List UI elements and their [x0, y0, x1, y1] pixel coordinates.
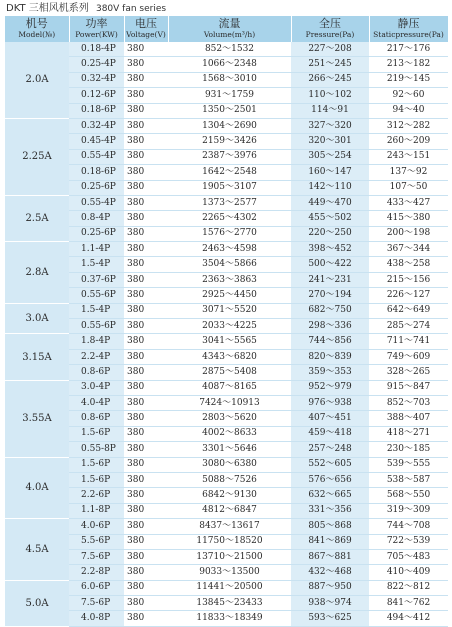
table-row — [5, 226, 448, 241]
power-cell: 0.32-4P — [69, 118, 124, 133]
pressure-cell: 220～250 — [291, 226, 369, 241]
pressure-cell: 455～502 — [291, 211, 369, 226]
power-cell: 0.25-4P — [69, 57, 124, 72]
table-row — [5, 88, 448, 103]
voltage-cell: 380 — [124, 596, 168, 611]
static-pressure-cell: 215～156 — [369, 272, 448, 287]
voltage-cell: 380 — [124, 580, 168, 595]
static-pressure-cell: 260～209 — [369, 134, 448, 149]
voltage-cell: 380 — [124, 549, 168, 564]
volume-cell: 11750～18520 — [168, 534, 291, 549]
static-pressure-cell: 915～847 — [369, 380, 448, 395]
model-cell: 2.5A — [5, 195, 69, 241]
volume-cell: 4002～8633 — [168, 426, 291, 441]
header-voltage: 电压 Voltage(V) — [124, 16, 168, 42]
pressure-cell: 110～102 — [291, 88, 369, 103]
power-cell: 0.18-6P — [69, 165, 124, 180]
pressure-cell: 632～665 — [291, 488, 369, 503]
volume-cell: 2363～3863 — [168, 272, 291, 287]
volume-cell: 1304～2690 — [168, 118, 291, 133]
voltage-cell: 380 — [124, 395, 168, 410]
power-cell: 0.25-6P — [69, 180, 124, 195]
volume-cell: 4343～6820 — [168, 349, 291, 364]
table-row — [5, 365, 448, 380]
voltage-cell: 380 — [124, 442, 168, 457]
power-cell: 0.55-8P — [69, 442, 124, 457]
table-row — [5, 242, 448, 257]
voltage-cell: 380 — [124, 565, 168, 580]
pressure-cell: 841～869 — [291, 534, 369, 549]
volume-cell: 2387～3976 — [168, 149, 291, 164]
table-row — [5, 195, 448, 210]
table-row — [5, 303, 448, 318]
voltage-cell: 380 — [124, 411, 168, 426]
voltage-cell: 380 — [124, 257, 168, 272]
pressure-cell: 576～656 — [291, 472, 369, 487]
pressure-cell: 359～353 — [291, 365, 369, 380]
voltage-cell: 380 — [124, 303, 168, 318]
model-cell: 4.0A — [5, 457, 69, 519]
voltage-cell: 380 — [124, 457, 168, 472]
static-pressure-cell: 539～555 — [369, 457, 448, 472]
header-static-pressure: 静压 Staticpressure(Pa) — [369, 16, 448, 42]
model-cell: 3.0A — [5, 303, 69, 334]
table-row — [5, 457, 448, 472]
static-pressure-cell: 328～265 — [369, 365, 448, 380]
power-cell: 0.18-4P — [69, 42, 124, 57]
static-pressure-cell: 312～282 — [369, 118, 448, 133]
pressure-cell: 805～868 — [291, 519, 369, 534]
power-cell: 0.45-4P — [69, 134, 124, 149]
power-cell: 2.2-8P — [69, 565, 124, 580]
model-cell: 2.0A — [5, 42, 69, 118]
voltage-cell: 380 — [124, 380, 168, 395]
static-pressure-cell: 319～309 — [369, 503, 448, 518]
static-pressure-cell: 367～344 — [369, 242, 448, 257]
table-row — [5, 611, 448, 626]
table-body — [5, 42, 448, 626]
voltage-cell: 380 — [124, 503, 168, 518]
power-cell: 0.12-6P — [69, 88, 124, 103]
table-row — [5, 580, 448, 595]
volume-cell: 852～1532 — [168, 42, 291, 57]
pressure-cell: 320～301 — [291, 134, 369, 149]
table-row — [5, 211, 448, 226]
header-volume: 流量 Volume(m³/h) — [168, 16, 291, 42]
static-pressure-cell: 418～271 — [369, 426, 448, 441]
power-cell: 1.1-4P — [69, 242, 124, 257]
power-cell: 7.5-6P — [69, 549, 124, 564]
pressure-cell: 257～248 — [291, 442, 369, 457]
table-row — [5, 272, 448, 287]
volume-cell: 2159～3426 — [168, 134, 291, 149]
power-cell: 4.0-8P — [69, 611, 124, 626]
power-cell: 0.18-6P — [69, 103, 124, 118]
title-main: DKT 三相风机系列 — [6, 3, 89, 14]
pressure-cell: 432～468 — [291, 565, 369, 580]
voltage-cell: 380 — [124, 288, 168, 303]
fan-spec-table — [5, 16, 449, 627]
header-power: 功率 Power(KW) — [69, 16, 124, 42]
pressure-cell: 552～605 — [291, 457, 369, 472]
pressure-cell: 976～938 — [291, 395, 369, 410]
table-row — [5, 288, 448, 303]
table-row — [5, 380, 448, 395]
pressure-cell: 820～839 — [291, 349, 369, 364]
table-row — [5, 42, 448, 57]
voltage-cell: 380 — [124, 180, 168, 195]
volume-cell: 1568～3010 — [168, 72, 291, 87]
power-cell: 4.0-6P — [69, 519, 124, 534]
pressure-cell: 867～881 — [291, 549, 369, 564]
static-pressure-cell: 200～198 — [369, 226, 448, 241]
volume-cell: 3504～5866 — [168, 257, 291, 272]
volume-cell: 1350～2501 — [168, 103, 291, 118]
table-row — [5, 118, 448, 133]
table-row — [5, 395, 448, 410]
table-row — [5, 565, 448, 580]
pressure-cell: 593～625 — [291, 611, 369, 626]
volume-cell: 931～1759 — [168, 88, 291, 103]
header-pressure: 全压 Pressure(Pa) — [291, 16, 369, 42]
model-cell: 5.0A — [5, 580, 69, 626]
static-pressure-cell: 538～587 — [369, 472, 448, 487]
power-cell: 3.0-4P — [69, 380, 124, 395]
title-series: 380V fan series — [95, 4, 167, 14]
static-pressure-cell: 217～176 — [369, 42, 448, 57]
power-cell: 1.1-8P — [69, 503, 124, 518]
volume-cell: 2803～5620 — [168, 411, 291, 426]
voltage-cell: 380 — [124, 103, 168, 118]
volume-cell: 1373～2577 — [168, 195, 291, 210]
voltage-cell: 380 — [124, 519, 168, 534]
voltage-cell: 380 — [124, 272, 168, 287]
static-pressure-cell: 388～407 — [369, 411, 448, 426]
voltage-cell: 380 — [124, 149, 168, 164]
volume-cell: 2265～4302 — [168, 211, 291, 226]
voltage-cell: 380 — [124, 88, 168, 103]
pressure-cell: 160～147 — [291, 165, 369, 180]
static-pressure-cell: 230～185 — [369, 442, 448, 457]
static-pressure-cell: 410～409 — [369, 565, 448, 580]
static-pressure-cell: 744～708 — [369, 519, 448, 534]
pressure-cell: 227～208 — [291, 42, 369, 57]
pressure-cell: 298～336 — [291, 319, 369, 334]
static-pressure-cell: 226～127 — [369, 288, 448, 303]
table-row — [5, 257, 448, 272]
table-row — [5, 488, 448, 503]
power-cell: 1.5-6P — [69, 426, 124, 441]
pressure-cell: 744～856 — [291, 334, 369, 349]
power-cell: 0.37-6P — [69, 272, 124, 287]
static-pressure-cell: 285～274 — [369, 319, 448, 334]
table-row — [5, 472, 448, 487]
power-cell: 1.5-4P — [69, 257, 124, 272]
voltage-cell: 380 — [124, 211, 168, 226]
model-cell: 3.55A — [5, 380, 69, 457]
voltage-cell: 380 — [124, 195, 168, 210]
volume-cell: 5088～7526 — [168, 472, 291, 487]
power-cell: 0.25-6P — [69, 226, 124, 241]
static-pressure-cell: 94～40 — [369, 103, 448, 118]
static-pressure-cell: 749～609 — [369, 349, 448, 364]
table-row — [5, 180, 448, 195]
volume-cell: 1642～2548 — [168, 165, 291, 180]
static-pressure-cell: 852～703 — [369, 395, 448, 410]
voltage-cell: 380 — [124, 534, 168, 549]
volume-cell: 3080～6380 — [168, 457, 291, 472]
voltage-cell: 380 — [124, 72, 168, 87]
table-row — [5, 426, 448, 441]
model-cell: 3.15A — [5, 334, 69, 380]
table-row — [5, 442, 448, 457]
volume-cell: 13845～23433 — [168, 596, 291, 611]
static-pressure-cell: 92～60 — [369, 88, 448, 103]
static-pressure-cell: 243～151 — [369, 149, 448, 164]
pressure-cell: 327～320 — [291, 118, 369, 133]
static-pressure-cell: 107～50 — [369, 180, 448, 195]
volume-cell: 11441～20500 — [168, 580, 291, 595]
table-title — [6, 2, 166, 15]
volume-cell: 7424～10913 — [168, 395, 291, 410]
volume-cell: 8437～13617 — [168, 519, 291, 534]
table-row — [5, 103, 448, 118]
table-row — [5, 72, 448, 87]
model-cell: 2.25A — [5, 118, 69, 195]
power-cell: 6.0-6P — [69, 580, 124, 595]
pressure-cell: 500～422 — [291, 257, 369, 272]
pressure-cell: 398～452 — [291, 242, 369, 257]
table-row — [5, 534, 448, 549]
table-row — [5, 503, 448, 518]
pressure-cell: 887～950 — [291, 580, 369, 595]
volume-cell: 2925～4450 — [168, 288, 291, 303]
volume-cell: 2875～5408 — [168, 365, 291, 380]
pressure-cell: 407～451 — [291, 411, 369, 426]
power-cell: 5.5-6P — [69, 534, 124, 549]
voltage-cell: 380 — [124, 334, 168, 349]
table-row — [5, 411, 448, 426]
power-cell: 0.55-6P — [69, 319, 124, 334]
power-cell: 7.5-6P — [69, 596, 124, 611]
pressure-cell: 331～356 — [291, 503, 369, 518]
table-row — [5, 349, 448, 364]
pressure-cell: 305～254 — [291, 149, 369, 164]
header-model: 机号 Model(№) — [5, 16, 69, 42]
static-pressure-cell: 433～427 — [369, 195, 448, 210]
power-cell: 0.8-6P — [69, 411, 124, 426]
table-row — [5, 549, 448, 564]
static-pressure-cell: 219～145 — [369, 72, 448, 87]
pressure-cell: 142～110 — [291, 180, 369, 195]
voltage-cell: 380 — [124, 226, 168, 241]
static-pressure-cell: 722～539 — [369, 534, 448, 549]
volume-cell: 2033～4225 — [168, 319, 291, 334]
pressure-cell: 449～470 — [291, 195, 369, 210]
voltage-cell: 380 — [124, 242, 168, 257]
power-cell: 1.8-4P — [69, 334, 124, 349]
pressure-cell: 251～245 — [291, 57, 369, 72]
volume-cell: 1905～3107 — [168, 180, 291, 195]
power-cell: 0.55-4P — [69, 149, 124, 164]
table-row — [5, 519, 448, 534]
volume-cell: 4087～8165 — [168, 380, 291, 395]
voltage-cell: 380 — [124, 365, 168, 380]
voltage-cell: 380 — [124, 42, 168, 57]
power-cell: 2.2-4P — [69, 349, 124, 364]
voltage-cell: 380 — [124, 472, 168, 487]
table-row — [5, 134, 448, 149]
volume-cell: 1066～2348 — [168, 57, 291, 72]
table-row — [5, 319, 448, 334]
power-cell: 0.55-4P — [69, 195, 124, 210]
voltage-cell: 380 — [124, 134, 168, 149]
power-cell: 0.55-6P — [69, 288, 124, 303]
header-row — [5, 16, 448, 42]
pressure-cell: 459～418 — [291, 426, 369, 441]
voltage-cell: 380 — [124, 611, 168, 626]
static-pressure-cell: 642～649 — [369, 303, 448, 318]
voltage-cell: 380 — [124, 426, 168, 441]
pressure-cell: 270～194 — [291, 288, 369, 303]
table-row — [5, 165, 448, 180]
pressure-cell: 952～979 — [291, 380, 369, 395]
volume-cell: 13710～21500 — [168, 549, 291, 564]
volume-cell: 2463～4598 — [168, 242, 291, 257]
pressure-cell: 266～245 — [291, 72, 369, 87]
volume-cell: 4812～6847 — [168, 503, 291, 518]
table-row — [5, 596, 448, 611]
static-pressure-cell: 438～258 — [369, 257, 448, 272]
static-pressure-cell: 568～550 — [369, 488, 448, 503]
voltage-cell: 380 — [124, 57, 168, 72]
static-pressure-cell: 711～741 — [369, 334, 448, 349]
model-cell: 2.8A — [5, 242, 69, 304]
power-cell: 1.5-4P — [69, 303, 124, 318]
volume-cell: 3301～5646 — [168, 442, 291, 457]
pressure-cell: 682～750 — [291, 303, 369, 318]
static-pressure-cell: 137～92 — [369, 165, 448, 180]
voltage-cell: 380 — [124, 165, 168, 180]
pressure-cell: 241～231 — [291, 272, 369, 287]
volume-cell: 3041～5565 — [168, 334, 291, 349]
power-cell: 1.5-6P — [69, 457, 124, 472]
volume-cell: 3071～5520 — [168, 303, 291, 318]
power-cell: 1.5-6P — [69, 472, 124, 487]
static-pressure-cell: 822～812 — [369, 580, 448, 595]
volume-cell: 11833～18349 — [168, 611, 291, 626]
voltage-cell: 380 — [124, 488, 168, 503]
voltage-cell: 380 — [124, 319, 168, 334]
static-pressure-cell: 705～483 — [369, 549, 448, 564]
volume-cell: 1576～2770 — [168, 226, 291, 241]
power-cell: 2.2-6P — [69, 488, 124, 503]
static-pressure-cell: 415～380 — [369, 211, 448, 226]
pressure-cell: 938～974 — [291, 596, 369, 611]
voltage-cell: 380 — [124, 118, 168, 133]
power-cell: 0.8-6P — [69, 365, 124, 380]
volume-cell: 9033～13500 — [168, 565, 291, 580]
model-cell: 4.5A — [5, 519, 69, 581]
pressure-cell: 114～91 — [291, 103, 369, 118]
static-pressure-cell: 213～182 — [369, 57, 448, 72]
power-cell: 0.8-4P — [69, 211, 124, 226]
volume-cell: 6842～9130 — [168, 488, 291, 503]
static-pressure-cell: 494～412 — [369, 611, 448, 626]
table-row — [5, 57, 448, 72]
static-pressure-cell: 841～762 — [369, 596, 448, 611]
table-row — [5, 334, 448, 349]
voltage-cell: 380 — [124, 349, 168, 364]
power-cell: 0.32-4P — [69, 72, 124, 87]
power-cell: 4.0-4P — [69, 395, 124, 410]
table-row — [5, 149, 448, 164]
